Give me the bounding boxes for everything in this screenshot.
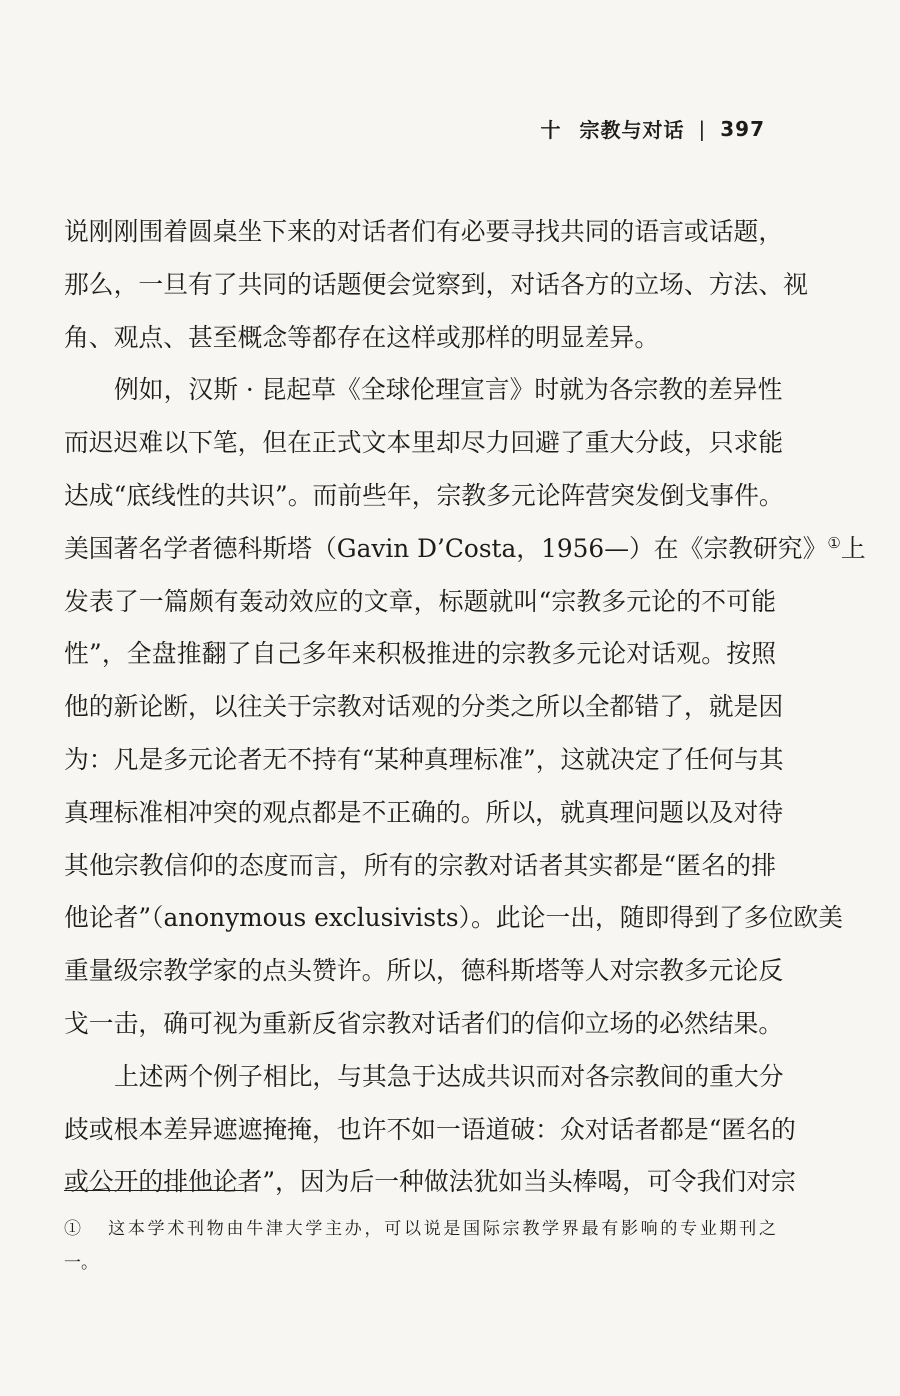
text-line: 他的新论断，以往关于宗教对话观的分类之所以全都错了，就是因 xyxy=(64,692,784,722)
chapter-number: 十 xyxy=(540,118,562,142)
text-line: 说刚刚围着圆桌坐下来的对话者们有必要寻找共同的语言或话题， xyxy=(64,217,784,246)
text-line: 角、观点、甚至概念等都存在这样或那样的明显差异。 xyxy=(64,322,660,352)
text-segment: 上 xyxy=(840,533,866,563)
text-line: 或公开的排他论者”，因为后一种做法犹如当头棒喝，可令我们对宗 xyxy=(64,1167,796,1197)
text-line: 性”，全盘推翻了自己多年来积极推进的宗教多元论对话观。按照 xyxy=(64,639,776,669)
footnote-marker: ① xyxy=(64,1219,84,1239)
running-header xyxy=(541,114,766,143)
text-line: 那么，一旦有了共同的话题便会觉察到，对话各方的立场、方法、视 xyxy=(64,269,808,299)
body-text xyxy=(64,206,866,1209)
footnote-reference[interactable]: ① xyxy=(827,533,841,552)
text-line: 例如，汉斯 · 昆起草《全球伦理宣言》时就为各宗教的差异性 xyxy=(114,375,783,405)
text-line: 发表了一篇颇有轰动效应的文章，标题就叫“宗教多元论的不可能 xyxy=(64,586,776,616)
text-line: 达成“底线性的共识”。而前些年，宗教多元论阵营突发倒戈事件。 xyxy=(64,480,784,510)
header-separator: | xyxy=(698,116,707,141)
text-line: 为：凡是多元论者无不持有“某种真理标准”，这就决定了任何与其 xyxy=(64,744,784,774)
text-line: 他论者”（anonymous exclusivists）。此论一出，随即得到了多位欧美 xyxy=(64,903,843,933)
text-line: 上述两个例子相比，与其急于达成共识而对各宗教间的重大分 xyxy=(114,1061,784,1091)
footnote-divider xyxy=(64,1190,244,1191)
page-number: 397 xyxy=(720,116,765,141)
text-line-with-footnote xyxy=(64,523,866,576)
text-line: 而迟迟难以下笔，但在正式文本里却尽力回避了重大分歧，只求能 xyxy=(64,428,784,458)
text-segment: 美国著名学者德科斯塔（Gavin D’Costa，1956—）在《宗教研究》 xyxy=(64,533,828,563)
text-line: 歧或根本差异遮遮掩掩，也许不如一语道破：众对话者都是“匿名的 xyxy=(64,1114,796,1144)
chapter-title: 宗教与对话 xyxy=(579,118,685,142)
footnote-text: 这本学术刊物由牛津大学主办，可以说是国际宗教学界最有影响的专业期刊之 xyxy=(108,1219,777,1239)
footnote-line: 一。 xyxy=(64,1253,98,1273)
footnote-line xyxy=(64,1212,776,1246)
text-line: 其他宗教信仰的态度而言，所有的宗教对话者其实都是“匿名的排 xyxy=(64,850,776,880)
text-line: 真理标准相冲突的观点都是不正确的。所以，就真理问题以及对待 xyxy=(64,797,784,827)
text-line: 戈一击，确可视为重新反省宗教对话者们的信仰立场的必然结果。 xyxy=(64,1008,784,1038)
footnote xyxy=(64,1212,776,1280)
text-line: 重量级宗教学家的点头赞许。所以，德科斯塔等人对宗教多元论反 xyxy=(64,956,784,986)
